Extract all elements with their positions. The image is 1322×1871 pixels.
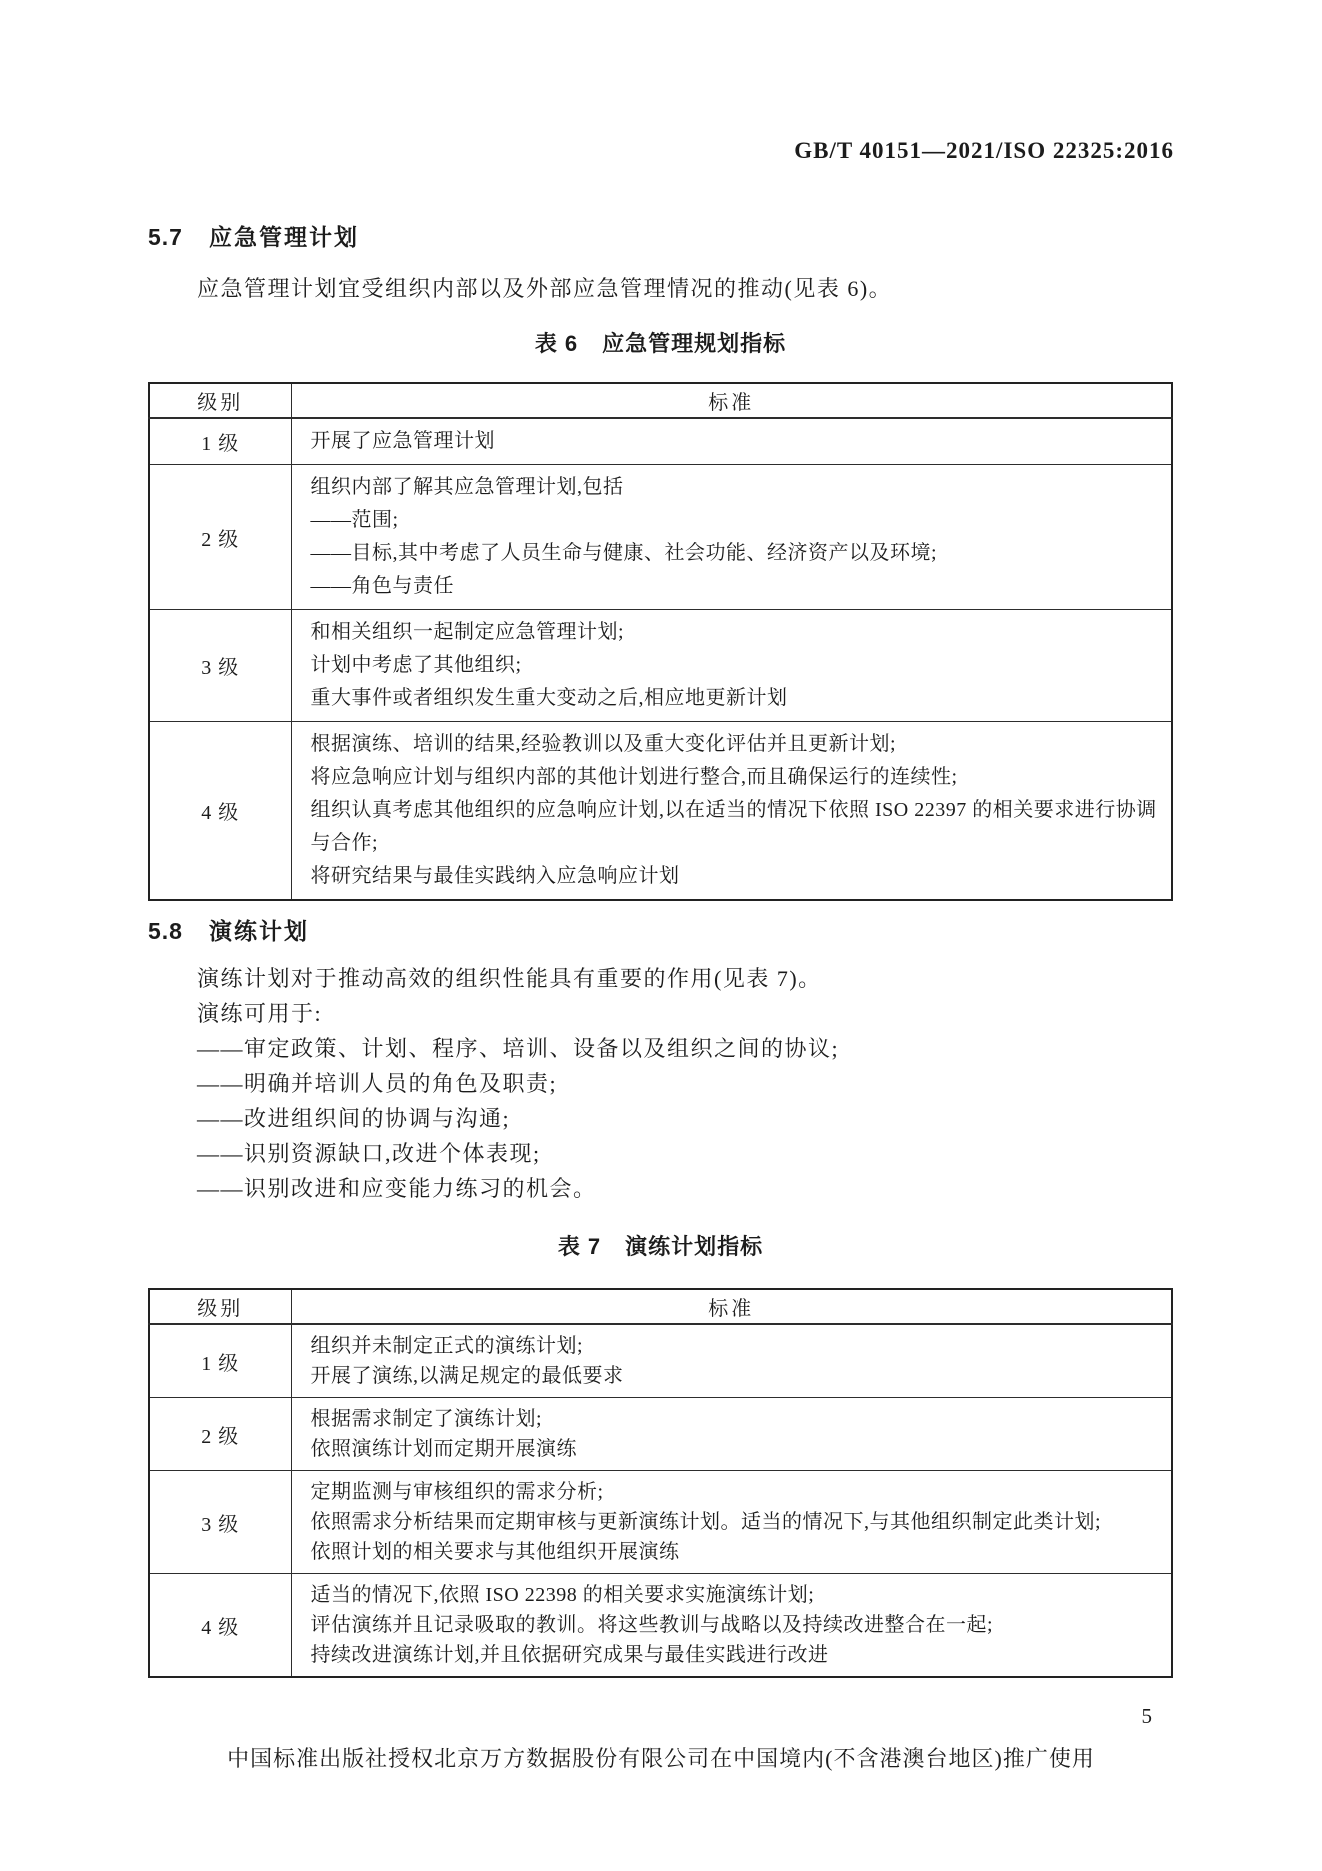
level-cell: 1 级 — [149, 1324, 291, 1398]
column-header-level: 级别 — [149, 1289, 291, 1324]
level-cell: 4 级 — [149, 1574, 291, 1678]
footer-authorization-note: 中国标准出版社授权北京万方数据股份有限公司在中国境内(不含港澳台地区)推广使用 — [227, 1746, 1095, 1771]
bullet-item: ——改进组织间的协调与沟通; — [197, 1106, 511, 1131]
level-cell: 2 级 — [149, 465, 291, 610]
criteria-line: 定期监测与审核组织的需求分析; — [310, 1481, 604, 1503]
table-row-level-1 — [149, 418, 1172, 465]
column-header-level: 级别 — [149, 383, 291, 418]
criteria-line: 和相关组织一起制定应急管理计划; — [310, 621, 625, 643]
criteria-cell — [291, 1471, 1172, 1574]
criteria-line: ——目标,其中考虑了人员生命与健康、社会功能、经济资产以及环境; — [310, 542, 938, 564]
section-title: 应急管理计划 — [208, 224, 359, 250]
level-cell: 4 级 — [149, 722, 291, 901]
section-number: 5.7 — [148, 224, 183, 250]
criteria-line: 开展了演练,以满足规定的最低要求 — [310, 1365, 624, 1387]
level-cell: 1 级 — [149, 418, 291, 465]
table-row-level-2 — [149, 1398, 1172, 1471]
level-cell: 2 级 — [149, 1398, 291, 1471]
criteria-line: 将应急响应计划与组织内部的其他计划进行整合,而且确保运行的连续性; — [310, 766, 958, 788]
table-6-caption-title: 应急管理规划指标 — [602, 331, 787, 356]
table-7-caption-label: 表 7 — [557, 1234, 602, 1259]
table-row-level-4 — [149, 722, 1172, 901]
column-header-criteria: 标准 — [291, 1289, 1172, 1324]
table-row-level-1 — [149, 1324, 1172, 1398]
level-cell: 3 级 — [149, 1471, 291, 1574]
table-7 — [148, 1288, 1173, 1678]
criteria-line: ——角色与责任 — [310, 575, 454, 597]
table-7-caption-title: 演练计划指标 — [625, 1234, 764, 1259]
table-row-level-2 — [149, 465, 1172, 610]
criteria-line: 组织并未制定正式的演练计划; — [310, 1335, 584, 1357]
criteria-line: 适当的情况下,依照 ISO 22398 的相关要求实施演练计划; — [310, 1584, 815, 1606]
criteria-line: 依照需求分析结果而定期审核与更新演练计划。适当的情况下,与其他组织制定此类计划; — [310, 1511, 1102, 1533]
section-5-8-heading — [148, 913, 309, 946]
criteria-cell — [291, 465, 1172, 610]
criteria-cell — [291, 418, 1172, 465]
criteria-line: 评估演练并且记录吸取的教训。将这些教训与战略以及持续改进整合在一起; — [310, 1614, 994, 1636]
table-row-level-4 — [149, 1574, 1172, 1678]
bullet-item: ——审定政策、计划、程序、培训、设备以及组织之间的协议; — [197, 1036, 840, 1061]
section-5-8-intro: 演练可用于: — [197, 1001, 323, 1026]
criteria-line: 依照计划的相关要求与其他组织开展演练 — [310, 1541, 680, 1563]
section-5-7-heading — [148, 219, 359, 252]
table-6-caption — [148, 327, 1173, 358]
table-7-caption — [148, 1230, 1173, 1261]
criteria-cell — [291, 1324, 1172, 1398]
criteria-line: 组织内部了解其应急管理计划,包括 — [310, 476, 624, 498]
bullet-item: ——识别资源缺口,改进个体表现; — [197, 1141, 541, 1166]
section-5-8-paragraph: 演练计划对于推动高效的组织性能具有重要的作用(见表 7)。 — [197, 966, 822, 991]
criteria-line: 根据需求制定了演练计划; — [310, 1408, 543, 1430]
criteria-cell — [291, 1574, 1172, 1678]
criteria-line: 计划中考虑了其他组织; — [310, 654, 522, 676]
section-5-8-body — [197, 961, 839, 1206]
criteria-cell — [291, 610, 1172, 722]
criteria-line: 开展了应急管理计划 — [310, 430, 495, 452]
section-title: 演练计划 — [208, 918, 309, 944]
section-number: 5.8 — [148, 918, 183, 944]
table-row-level-3 — [149, 610, 1172, 722]
criteria-cell — [291, 722, 1172, 901]
criteria-line: 组织认真考虑其他组织的应急响应计划,以在适当的情况下依照 ISO 22397 的相关要求进行协调与合作; — [310, 799, 1157, 854]
level-cell: 3 级 — [149, 610, 291, 722]
criteria-line: 持续改进演练计划,并且依据研究成果与最佳实践进行改进 — [310, 1644, 829, 1666]
criteria-cell — [291, 1398, 1172, 1471]
criteria-line: 重大事件或者组织发生重大变动之后,相应地更新计划 — [310, 687, 788, 709]
table-7-header-row — [149, 1289, 1172, 1324]
criteria-line: ——范围; — [310, 509, 399, 531]
bullet-item: ——识别改进和应变能力练习的机会。 — [197, 1176, 597, 1201]
criteria-line: 依照演练计划而定期开展演练 — [310, 1438, 577, 1460]
criteria-line: 将研究结果与最佳实践纳入应急响应计划 — [310, 865, 680, 887]
section-5-7-paragraph: 应急管理计划宜受组织内部以及外部应急管理情况的推动(见表 6)。 — [197, 276, 893, 301]
table-6-caption-label: 表 6 — [534, 331, 579, 356]
criteria-line: 根据演练、培训的结果,经验教训以及重大变化评估并且更新计划; — [310, 733, 897, 755]
column-header-criteria: 标准 — [291, 383, 1172, 418]
table-6-header-row — [149, 383, 1172, 418]
table-row-level-3 — [149, 1471, 1172, 1574]
standard-code: GB/T 40151—2021/ISO 22325:2016 — [794, 138, 1174, 163]
table-6 — [148, 382, 1173, 901]
bullet-item: ——明确并培训人员的角色及职责; — [197, 1071, 558, 1096]
page-number: 5 — [1141, 1704, 1152, 1728]
